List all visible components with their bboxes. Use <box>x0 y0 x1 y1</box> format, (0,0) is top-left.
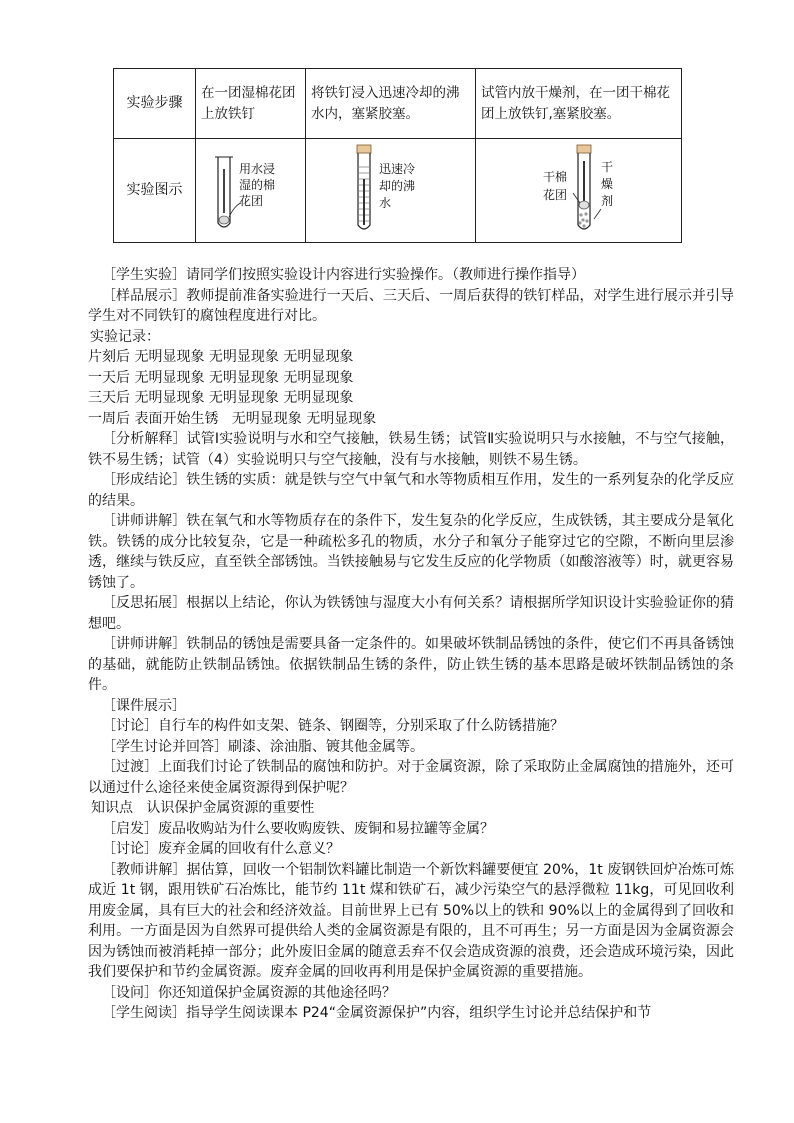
label-boiled-water-1: 迅速冷 <box>379 161 416 176</box>
label-boiled-water-2: 却的沸 <box>379 178 416 193</box>
record-row-week1: 一周后 表面开始生锈 无明显现象 无明显现象 <box>88 410 377 427</box>
paragraph-discussion-recycle: ［讨论］废弃金属的回收有什么意义？ <box>102 841 340 857</box>
image-cell-2 <box>306 139 476 243</box>
paragraph-record-heading: 实验记录： <box>90 328 160 345</box>
label-desiccant-2: 燥 <box>601 176 614 191</box>
paragraph-inspire: ［启发］废品收购站为什么要收购废铁、废铜和易拉罐等金属？ <box>102 820 494 837</box>
label-desiccant-1: 干 <box>601 159 614 174</box>
paragraph-reflection: ［反思拓展］根据以上结论，你认为铁锈蚀与湿度大小有何关系？请根据所学知识设计实验验证你的猜想吧。 <box>88 595 734 632</box>
record-row-day1: 一天后 无明显现象 无明显现象 无明显现象 <box>88 369 354 386</box>
paragraph-sample-display: ［样品展示］教师提前准备实验进行一天后、三天后、一周后获得的铁钉样品，对学生进行展示并引导学生对不同铁钉的腐蚀程度进行对比。 <box>88 287 734 324</box>
paragraph-student-experiment: ［学生实验］请同学们按照实验设计内容进行实验操作。（教师进行操作指导） <box>102 267 585 283</box>
test-tube-wet-cotton-diagram <box>201 143 301 239</box>
image-cell-3 <box>476 139 682 243</box>
paragraph-student-reading: ［学生阅读］指导学生阅读课本 P24“金属资源保护”内容，组织学生讨论并总结保护和节 <box>102 1005 652 1021</box>
experiment-table <box>113 68 682 243</box>
label-wet-cotton-2: 湿的棉 <box>239 177 276 192</box>
label-boiled-water-3: 水 <box>379 195 392 210</box>
step-cell-1: 在一团湿棉花团上放铁钉 <box>196 69 306 139</box>
test-tube-desiccant-diagram <box>481 143 677 239</box>
image-cell-1 <box>196 139 306 243</box>
paragraph-student-answer: ［学生讨论并回答］刷漆、涂油脂、镀其他金属等。 <box>102 738 424 755</box>
label-wet-cotton-3: 花团 <box>239 193 264 208</box>
step-cell-2: 将铁钉浸入迅速冷却的沸水内，塞紧胶塞。 <box>306 69 476 139</box>
images-row-header: 实验图示 <box>114 139 196 243</box>
record-row-moment: 片刻后 无明显现象 无明显现象 无明显现象 <box>88 349 354 365</box>
lesson-body <box>88 265 734 1024</box>
paragraph-analysis: ［分析解释］试管Ⅰ实验说明与水和空气接触，铁易生锈；试管Ⅱ实验说明只与水接触，不与空气接触，铁不易生锈；试管（4）实验说明只与空气接触，没有与水接触，则铁不易生锈。 <box>88 431 734 468</box>
paragraph-lecture-1: ［讲师讲解］铁在氧气和水等物质存在的条件下，发生复杂的化学反应，生成铁锈，其主要成分是氧化铁。铁锈的成分比较复杂，它是一种疏松多孔的物质，水分子和氧分子能穿过它的空隙，不断向里层渗透，继续与铁反应，直至铁全部锈蚀。当铁接触易与它发生反应的化学物质（如酸溶液等）时，就更容易锈蚀了。 <box>88 513 734 591</box>
steps-row <box>114 69 682 139</box>
paragraph-lecture-2: ［讲师讲解］铁制品的锈蚀是需要具备一定条件的。如果破坏铁制品锈蚀的条件，使它们不再具备锈蚀的基础，就能防止铁制品锈蚀。依据铁制品生锈的条件，防止铁生锈的基本思路是破坏铁制品锈蚀的条件。 <box>88 636 734 693</box>
record-row-day3: 三天后 无明显现象 无明显现象 无明显现象 <box>88 390 354 406</box>
images-row <box>114 139 682 243</box>
test-tube-boiled-water-diagram <box>311 143 471 239</box>
paragraph-conclusion: ［形成结论］铁生锈的实质：就是铁与空气中氧气和水等物质相互作用，发生的一系列复杂的化学反应的结果。 <box>88 472 734 509</box>
paragraph-knowledge-point: 知识点 认识保护金属资源的重要性 <box>91 800 315 816</box>
paragraph-teacher-explain: ［教师讲解］据估算，回收一个铝制饮料罐比制造一个新饮料罐要便宜 20%，1t 废钢铁回炉冶炼可炼成近 1t 钢，跟用铁矿石冶炼比，能节约 11t 煤和铁矿石，减少污染空气的悬浮微粒 11kg，可见回收利用废金属，具有巨大的社会和经济效益。目前世界上已有 50%以上的铁和 90%以上的金属得到了回收和利用。一方面是因为自然界可提供给人类的金属资源是有限的，且不可再生；另一方面是因为金属资源会因为锈蚀而被消耗掉一部分；此外废旧金属的随意丢弃不仅会造成资源的浪费，还会造成环境污染，因此我们要保护和节约金属资源。废弃金属的回收再利用是保护金属资源的重要措施。 <box>88 861 734 980</box>
steps-row-header: 实验步骤 <box>114 69 196 139</box>
paragraph-discussion-bike: ［讨论］自行车的构件如支架、链条、钢圈等，分别采取了什么防锈措施？ <box>102 718 564 734</box>
paragraph-question: ［设问］你还知道保护金属资源的其他途径吗？ <box>102 984 396 1001</box>
label-wet-cotton-1: 用水浸 <box>239 161 276 176</box>
label-dry-cotton-1: 干棉 <box>543 169 568 184</box>
paragraph-transition: ［过渡］上面我们讨论了铁制品的腐蚀和防护。对于金属资源，除了采取防止金属腐蚀的措施外，还可以通过什么途径来使金属资源得到保护呢？ <box>88 759 734 796</box>
step-cell-3: 试管内放干燥剂，在一团干棉花团上放铁钉,塞紧胶塞。 <box>476 69 682 139</box>
label-desiccant-3: 剂 <box>601 193 614 208</box>
paragraph-courseware: ［课件展示］ <box>102 697 186 714</box>
label-dry-cotton-2: 花团 <box>543 187 568 202</box>
